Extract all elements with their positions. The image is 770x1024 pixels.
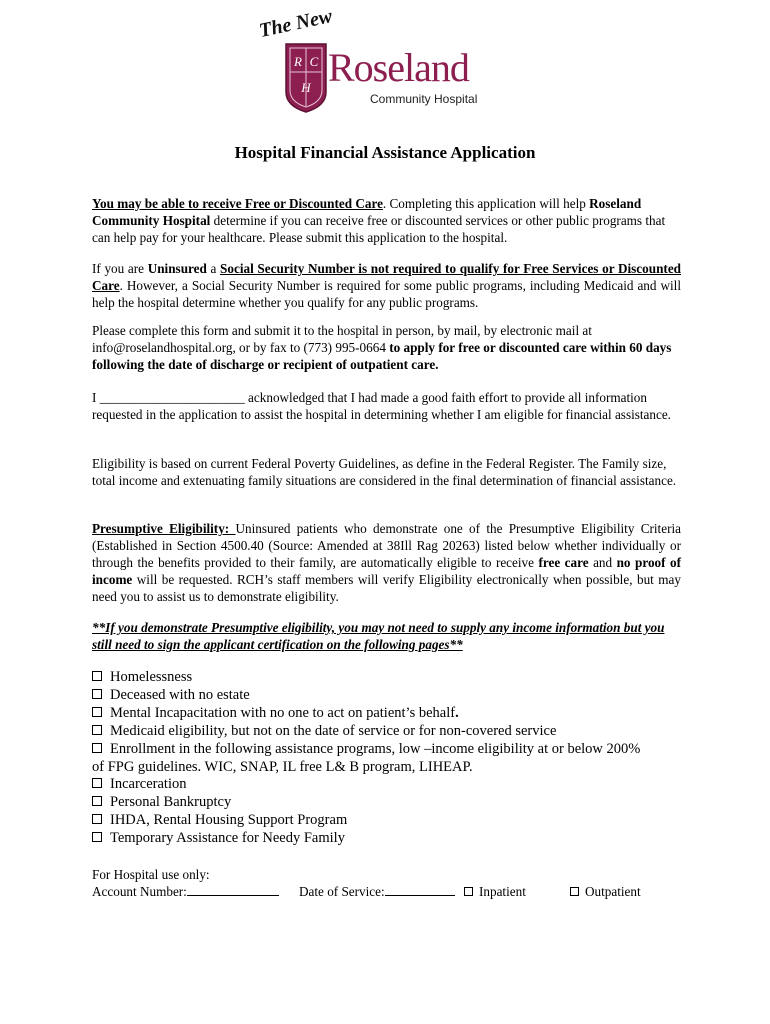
logo-the-new: The New — [257, 5, 335, 43]
page-title: Hospital Financial Assistance Application — [234, 143, 536, 162]
hospital-logo — [257, 5, 478, 114]
inpatient-checkbox[interactable] — [464, 887, 473, 896]
date-of-service-input[interactable] — [385, 883, 455, 896]
checkbox-homelessness[interactable] — [92, 671, 102, 681]
presumptive-label: Presumptive Eligibility: — [92, 521, 236, 536]
free-care-term: free care — [538, 555, 589, 570]
date-of-service-field: Date of Service: — [299, 883, 385, 900]
ssn-notice: Social Security Number is not required to qualify for Free Services or Discounted Care — [92, 261, 682, 293]
list-item: Incarceration — [92, 776, 692, 794]
list-item: Homelessness — [92, 669, 692, 687]
inpatient-option: Inpatient — [464, 883, 526, 900]
outpatient-option: Outpatient — [570, 883, 641, 900]
org-name: Roseland Community Hospital — [92, 196, 642, 228]
hospital-use-heading: For Hospital use only: — [92, 867, 210, 882]
hospital-use-section — [92, 866, 692, 900]
account-number-field: Account Number: — [92, 883, 187, 900]
checkbox-tanf[interactable] — [92, 832, 102, 842]
list-item: Temporary Assistance for Needy Family — [92, 830, 692, 848]
checkbox-bankruptcy[interactable] — [92, 796, 102, 806]
deadline-notice: to apply for free or discounted care within 60 days following the date of discharge or recipient of outpatient care. — [92, 340, 672, 372]
logo-subtitle: Community Hospital — [370, 92, 478, 106]
intro-paragraph: You may be able to receive Free or Discounted Care. Completing this application will help Roseland Community Hospital determine if you can receive free or discounted services or other public programs that can help pay for your healthcare. Please submit this application to the hospital. — [92, 196, 666, 245]
list-item: Deceased with no estate — [92, 687, 692, 705]
checkbox-incarceration[interactable] — [92, 778, 102, 788]
uninsured-label: Uninsured — [147, 261, 207, 276]
list-item: Medicaid eligibility, but not on the date of service or for non-covered service — [92, 723, 692, 741]
checkbox-medicaid[interactable] — [92, 725, 102, 735]
presumptive-note: **If you demonstrate Presumptive eligibility, you may not need to supply any income information but you still need to sign the applicant certification on the following pages** — [92, 620, 665, 652]
outpatient-checkbox[interactable] — [570, 887, 579, 896]
list-item: Personal Bankruptcy — [92, 794, 692, 812]
svg-text:R: R — [294, 54, 302, 69]
list-item-continuation: of FPG guidelines. WIC, SNAP, IL free L& B program, LIHEAP. — [92, 758, 473, 775]
uninsured-paragraph: If you are Uninsured a Social Security Number is not required to qualify for Free Services or Discounted Care. However, a Social Security Number is required for some public programs, including Medicaid and will help the hospital determine whether you qualify for any public programs. — [92, 261, 682, 310]
acknowledgement-paragraph: I ______________________ acknowledged that I had made a good faith effort to provide all information requested in the application to assist the hospital in determining whether I am eligible for financial assistance. — [92, 390, 671, 422]
svg-text:C: C — [309, 54, 319, 69]
account-number-input[interactable] — [187, 883, 279, 896]
eligibility-paragraph: Eligibility is based on current Federal Poverty Guidelines, as define in the Federal Register. The Family size, total income and extenuating family situations are considered in the final determination of financial assistance. — [92, 456, 677, 488]
checkbox-mental-incapacitation[interactable] — [92, 707, 102, 717]
logo-name: Roseland — [328, 45, 469, 90]
no-proof-term: no proof of income — [92, 555, 681, 587]
list-item: IHDA, Rental Housing Support Program — [92, 812, 692, 830]
list-item: Enrollment in the following assistance programs, low –income eligibility at or below 200% — [92, 741, 692, 759]
free-care-lead: You may be able to receive Free or Discounted Care — [92, 196, 383, 211]
presumptive-paragraph: Presumptive Eligibility: Uninsured patients who demonstrate one of the Presumptive Eligibility Criteria (Established in Section 4500.40 (Source: Amended at 38Ill Rag 20263) listed below whether individually or through the benefits provided to their family, are automatically eligible to receive free care and no proof of income will be requested. RCH’s staff members will verify Eligibility electronically when possible, but may need you to assist us to demonstrate eligibility. — [92, 521, 681, 604]
checkbox-ihda[interactable] — [92, 814, 102, 824]
checkbox-deceased[interactable] — [92, 689, 102, 699]
svg-text:H: H — [301, 80, 311, 95]
submission-paragraph: Please complete this form and submit it to the hospital in person, by mail, by electronic mail at info@roselandhospital.org, or by fax to (773) 995-0664 to apply for free or discounted care within 60 days following the date of discharge or recipient of outpatient care. — [92, 323, 672, 372]
shield-emblem-icon — [284, 42, 328, 114]
presumptive-criteria-list — [92, 669, 692, 848]
checkbox-assistance-programs[interactable] — [92, 743, 102, 753]
list-item: Mental Incapacitation with no one to act on patient’s behalf. — [92, 705, 692, 723]
